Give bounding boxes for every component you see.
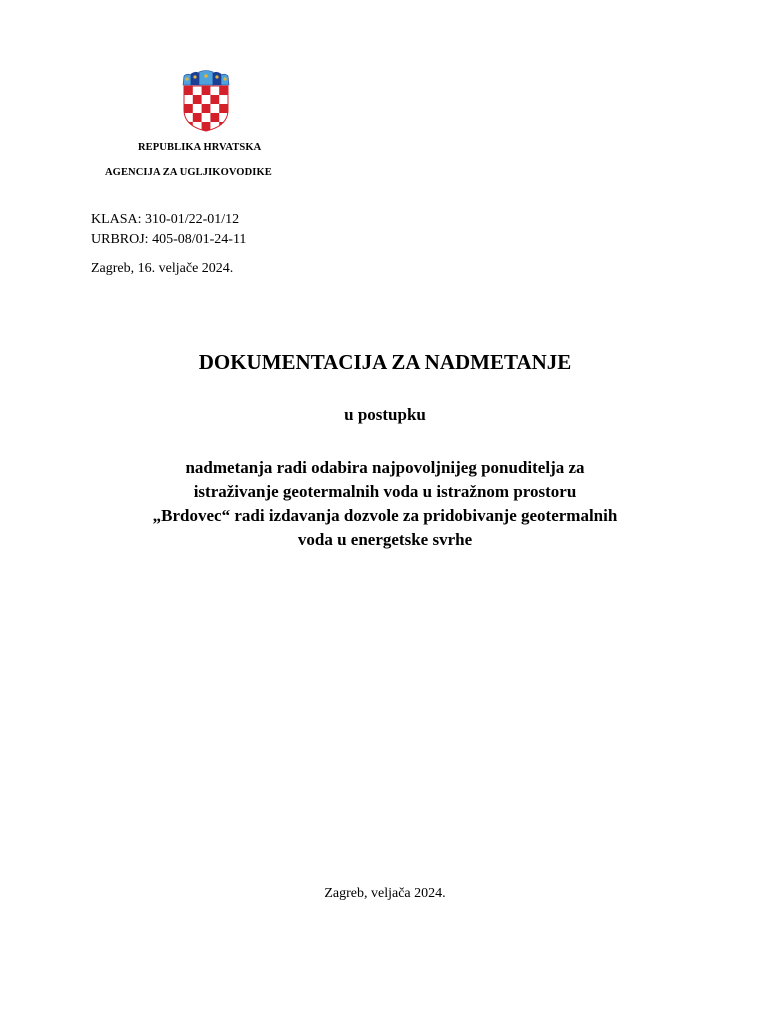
description-line: „Brdovec“ radi izdavanja dozvole za pridobivanje geotermalnih	[152, 506, 618, 525]
description-line: nadmetanja radi odabira najpovoljnijeg ponuditelja za	[185, 458, 585, 477]
agency-heading: AGENCIJA ZA UGLJIKOVODIKE	[105, 167, 272, 178]
document-description	[85, 456, 685, 552]
document-subtitle: u postupku	[344, 405, 426, 424]
klasa-reference: KLASA: 310-01/22-01/12	[91, 212, 240, 227]
footer-place-date: Zagreb, veljača 2024.	[324, 886, 446, 901]
description-line: istraživanje geotermalnih voda u istražnom prostoru	[193, 482, 577, 501]
coat-of-arms-icon	[181, 70, 231, 132]
republic-heading: REPUBLIKA HRVATSKA	[138, 142, 262, 153]
document-date: Zagreb, 16. veljače 2024.	[91, 261, 234, 276]
document-title: DOKUMENTACIJA ZA NADMETANJE	[198, 350, 572, 374]
urbroj-reference: URBROJ: 405-08/01-24-11	[91, 232, 247, 247]
crown	[183, 71, 229, 86]
shield	[184, 86, 228, 132]
description-line: voda u energetske svrhe	[297, 530, 473, 549]
